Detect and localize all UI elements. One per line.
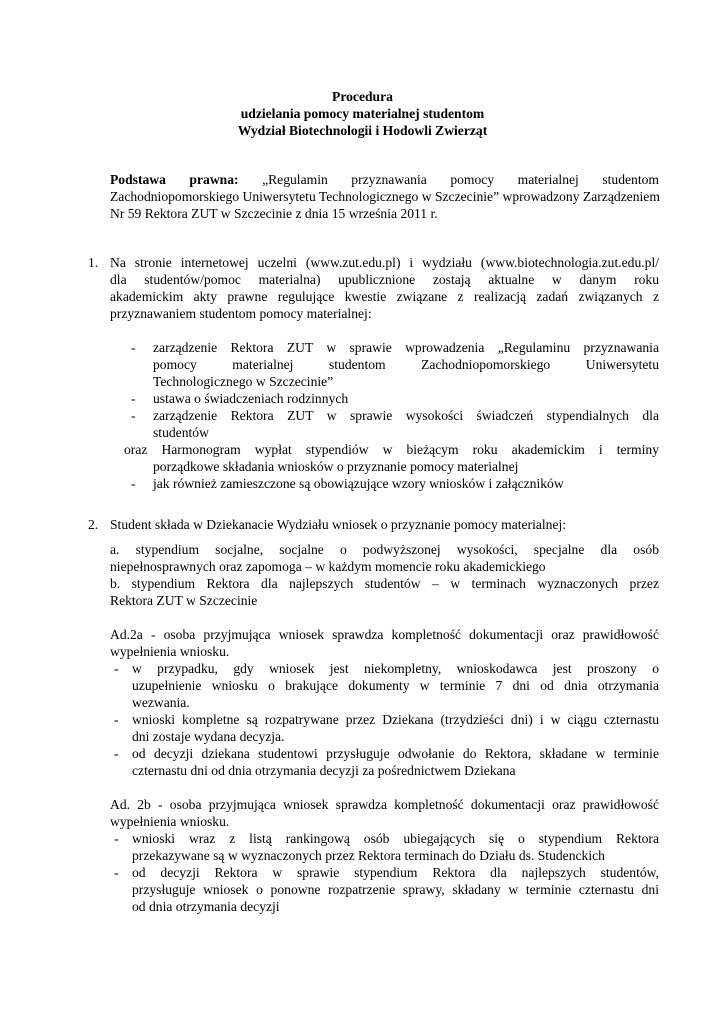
item-1-text <box>110 254 659 322</box>
oraz-line: porządkowe składania wniosków o przyznanie pomocy materialnej <box>153 459 519 474</box>
item-1-line: dla studentów/pomoc materialna) upublicznione zostają aktualne w danym roku <box>110 272 659 287</box>
item-2-a <box>110 541 659 575</box>
item-2-b-line: Rektora ZUT w Szczecinie <box>110 593 258 608</box>
bullet-line: pomocy materialnej studentom Zachodniopomorskiego Uniwersytetu <box>153 357 659 372</box>
item-2-b-line: b. stypendium Rektora dla najlepszych studentów – w terminach wyznaczonych przez <box>110 576 659 591</box>
ad-2b-bullet-2 <box>132 864 659 915</box>
legal-basis-line-2: Zachodniopomorskiego Uniwersytetu Technologicznego w Szczecinie” wprowadzony Zarządzeniem <box>110 189 660 204</box>
bullet-dash: - <box>131 476 136 491</box>
bullet-line: czternastu dni od dnia otrzymania decyzji za pośrednictwem Dziekana <box>132 763 516 778</box>
bullet-line: przysługuje wniosek o ponowne rozpatrzenie sprawy, składany w terminie czternastu dni <box>132 882 659 897</box>
bullet-line: przekazywane są w wyznaczonych przez Rektora terminach do Działu ds. Studenckich <box>132 848 605 863</box>
item-1-number: 1. <box>88 255 99 270</box>
bullet-dash: - <box>114 746 119 761</box>
item-2-a-line: a. stypendium socjalne, socjalne o podwyższonej wysokości, specjalne dla osób <box>110 542 659 557</box>
title-line-1: Procedura <box>332 89 393 104</box>
bullet-dash: - <box>131 340 136 355</box>
bullet-dash: - <box>114 661 119 676</box>
item-2-a-line: niepełnosprawnych oraz zapomoga – w każdym momencie roku akademickiego <box>110 559 546 574</box>
bullet-dash: - <box>131 391 136 406</box>
item-1-bullet-3 <box>153 407 659 441</box>
bullet-line: wnioski kompletne są rozpatrywane przez Dziekana (trzydzieści dni) i w ciągu czternastu <box>132 712 659 727</box>
ad-2b-bullet-1 <box>132 830 659 864</box>
bullet-line: dni zostaje wydana decyzja. <box>132 729 285 744</box>
bullet-line: jak również zamieszczone są obowiązujące wzory wniosków i załączników <box>153 476 564 491</box>
ad-2b-line: Ad. 2b - osoba przyjmująca wniosek sprawdza kompletność dokumentacji oraz prawidłowość <box>110 797 659 812</box>
bullet-line: uzupełnienie wniosku o brakujące dokumenty w terminie 7 dni od dnia otrzymania <box>132 678 659 693</box>
bullet-line: ustawa o świadczeniach rodzinnych <box>153 391 349 406</box>
item-1-bullet-2 <box>153 390 659 407</box>
ad-2a-line: Ad.2a - osoba przyjmująca wniosek sprawdza kompletność dokumentacji oraz prawidłowość <box>110 627 659 642</box>
oraz-line: oraz Harmonogram wypłat stypendiów w bieżącym roku akademickim i terminy <box>124 442 659 457</box>
ad-2a-bullet-3 <box>132 745 659 779</box>
item-2-text <box>110 516 659 533</box>
bullet-dash: - <box>114 831 119 846</box>
legal-basis-label: Podstawa prawna: <box>110 172 239 187</box>
item-2-b <box>110 575 659 609</box>
ad-2b-line: wypełnienia wniosku. <box>110 814 230 829</box>
bullet-dash: - <box>114 712 119 727</box>
document-title <box>0 88 725 139</box>
bullet-line: w przypadku, gdy wniosek jest niekompletny, wnioskodawca jest proszony o <box>132 661 659 676</box>
item-1-bullet-4 <box>153 475 659 492</box>
bullet-line: wnioski wraz z listą rankingową osób ubiegających się o stypendium Rektora <box>132 831 659 846</box>
bullet-line: zarządzenie Rektora ZUT w sprawie wysokości świadczeń stypendialnych dla <box>153 408 659 423</box>
item-1-line: akademickim akty prawne regulujące kwestie związane z realizacją zadań związanych z <box>110 289 659 304</box>
bullet-dash: - <box>131 408 136 423</box>
item-2-line: Student składa w Dziekanacie Wydziału wniosek o przyznanie pomocy materialnej: <box>110 517 567 532</box>
legal-basis-text-1: „Regulamin przyznawania pomocy materialnej studentom <box>262 172 659 187</box>
bullet-line: od decyzji dziekana studentowi przysługuje odwołanie do Rektora, składane w terminie <box>132 746 659 761</box>
bullet-line: od decyzji Rektora w sprawie stypendium Rektora dla najlepszych studentów, <box>132 865 659 880</box>
ad-2a-bullet-2 <box>132 711 659 745</box>
title-line-2: udzielania pomocy materialnej studentom <box>240 106 485 121</box>
ad-2b-intro <box>110 796 659 830</box>
legal-basis-line-3: Nr 59 Rektora ZUT w Szczecinie z dnia 15 września 2011 r. <box>110 206 438 221</box>
bullet-line: studentów <box>153 425 209 440</box>
bullet-line: Technologicznego w Szczecinie” <box>153 374 334 389</box>
ad-2a-intro <box>110 626 659 660</box>
ad-2a-line: wypełnienia wniosku. <box>110 644 230 659</box>
item-2-number: 2. <box>88 517 99 532</box>
legal-basis <box>110 171 659 222</box>
item-1-oraz <box>124 441 659 475</box>
item-1-line: przyznawaniem studentom pomocy materialnej: <box>110 306 372 321</box>
ad-2a-bullet-1 <box>132 660 659 711</box>
bullet-dash: - <box>114 865 119 880</box>
item-1-line: Na stronie internetowej uczelni (www.zut.edu.pl) i wydziału (www.biotechnologia.zut.edu.pl/ <box>110 255 659 270</box>
item-1-bullet-1 <box>153 339 659 390</box>
bullet-line: od dnia otrzymania decyzji <box>132 899 280 914</box>
title-line-3: Wydział Biotechnologii i Hodowli Zwierząt <box>237 123 488 138</box>
legal-basis-line-1 <box>110 171 659 188</box>
bullet-line: zarządzenie Rektora ZUT w sprawie wprowadzenia „Regulaminu przyznawania <box>153 340 659 355</box>
bullet-line: wezwania. <box>132 695 190 710</box>
